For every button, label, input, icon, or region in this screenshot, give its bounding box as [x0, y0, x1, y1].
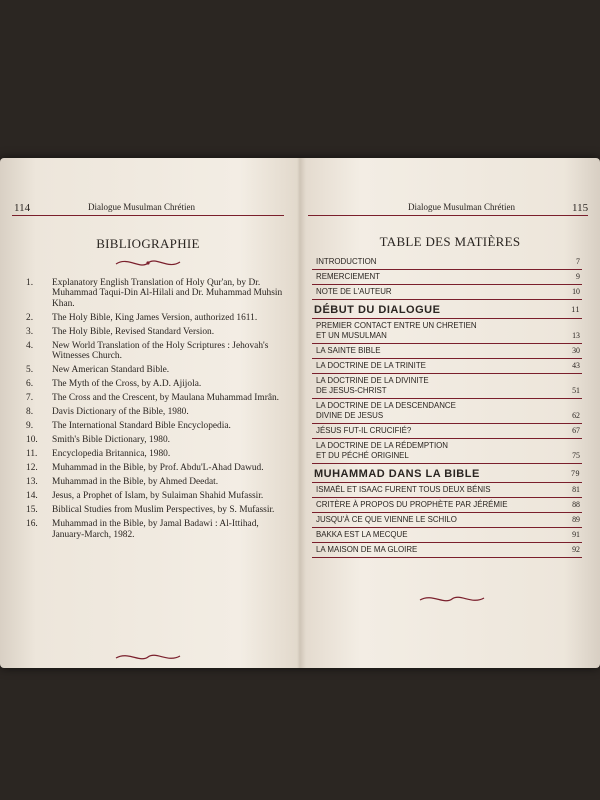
toc-entry-label-line2: ET UN MUSULMAN [316, 331, 387, 340]
toc-entry-label: MUHAMMAD DANS LA BIBLE [314, 468, 480, 480]
right-header-rule [308, 215, 588, 216]
bibliography-entry [22, 435, 287, 445]
flourish-ornament-icon [114, 254, 182, 272]
entry-text: The Cross and the Crescent, by Maulana Muhammad Imrân. [52, 393, 280, 404]
entry-text: Muhammad in the Bible, by Prof. Abdu'L-Ahad Dawud. [52, 463, 264, 474]
left-header-rule [12, 215, 284, 216]
bibliography-entry [22, 365, 287, 375]
entry-text: The Myth of the Cross, by A.D. Ajijola. [52, 379, 202, 390]
toc-entry [312, 270, 582, 285]
entry-number: 4. [26, 340, 34, 351]
toc-entry [312, 285, 582, 300]
toc-entry-label: DÉBUT DU DIALOGUE [314, 304, 441, 316]
toc-page-number: 91 [572, 530, 580, 539]
entry-text: New American Standard Bible. [52, 365, 170, 376]
entry-number: 1. [26, 278, 34, 288]
toc-page-number: 43 [572, 361, 580, 370]
entry-number: 6. [26, 379, 34, 390]
bibliography-entry [22, 477, 287, 487]
toc-page-number: 79 [571, 469, 580, 478]
bibliography-entry [22, 519, 287, 540]
toc-page-number: 11 [571, 305, 580, 314]
bibliography-title: BIBLIOGRAPHIE [96, 236, 200, 251]
toc-entry [312, 374, 582, 399]
toc-entry-label: LA DOCTRINE DE LA DESCENDANCE [316, 401, 456, 410]
bottom-flourish-right-icon [418, 592, 486, 606]
toc-page-number: 7 [576, 257, 580, 266]
left-page-number: 114 [14, 202, 31, 214]
toc-entry [312, 319, 582, 344]
toc-entry-label: LA SAINTE BIBLE [316, 346, 381, 355]
toc-entry-label: LA MAISON DE MA GLOIRE [316, 545, 418, 554]
bibliography-entry [22, 313, 287, 323]
toc-entry [312, 344, 582, 359]
bibliography-entry [22, 407, 287, 417]
entry-number: 16. [26, 519, 38, 530]
toc-entry-label-line2: DE JESUS-CHRIST [316, 386, 387, 395]
bibliography-entry [22, 491, 287, 501]
entry-text: Jesus, a Prophet of Islam, by Sulaiman Shahid Mufassir. [52, 491, 264, 502]
entry-number: 14. [26, 491, 38, 502]
toc-entry-label: JÉSUS FUT-IL CRUCIFIÉ? [316, 426, 412, 435]
right-running-head: Dialogue Musulman Chrétien [408, 202, 515, 212]
toc-entry-label: NOTE DE L'AUTEUR [316, 287, 392, 296]
toc-entry-label: JUSQU'À CE QUE VIENNE LE SCHILO [316, 515, 457, 524]
entry-number: 2. [26, 312, 34, 323]
entry-number: 3. [26, 326, 34, 337]
toc-entry [312, 439, 582, 464]
entry-text: New World Translation of the Holy Scriptures : Jehovah's Witnesses Church. [52, 340, 269, 362]
bibliography-entry [22, 449, 287, 459]
entry-number: 12. [26, 463, 38, 474]
toc-entry-label: PREMIER CONTACT ENTRE UN CHRETIEN [316, 321, 477, 330]
toc-entry [312, 513, 582, 528]
bibliography-entry [22, 463, 287, 473]
left-page [0, 158, 296, 668]
toc-entry-label: LA DOCTRINE DE LA RÉDEMPTION [316, 441, 448, 450]
toc-entry-label: LA DOCTRINE DE LA DIVINITE [316, 376, 429, 385]
toc-page-number: 13 [572, 331, 580, 340]
toc-page-number: 62 [572, 411, 580, 420]
toc-entry-label: BAKKA EST LA MECQUE [316, 530, 408, 539]
left-running-head: Dialogue Musulman Chrétien [88, 202, 195, 212]
entry-text: Muhammad in the Bible, by Jamal Badawi : Al-Ittihad, January-March, 1982. [52, 519, 259, 540]
toc-page-number: 51 [572, 386, 580, 395]
entry-number: 10. [26, 435, 38, 446]
entry-number: 5. [26, 365, 34, 376]
toc-section-heading [312, 300, 582, 319]
toc-entry-label: LA DOCTRINE DE LA TRINITE [316, 361, 426, 370]
bibliography-entry [22, 278, 287, 309]
entry-number: 11. [26, 449, 38, 460]
bibliography-entry [22, 393, 287, 403]
entry-number: 8. [26, 407, 34, 418]
bottom-flourish-left-icon [114, 650, 182, 664]
entry-text: Davis Dictionary of the Bible, 1980. [52, 407, 189, 418]
toc-entry-label: CRITÈRE À PROPOS DU PROPHÈTE PAR JÉRÉMIE [316, 500, 508, 509]
table-of-contents [312, 255, 582, 558]
toc-section-heading [312, 464, 582, 483]
toc-entry [312, 498, 582, 513]
entry-text: Encyclopedia Britannica, 1980. [52, 449, 171, 460]
entry-text: The Holy Bible, Revised Standard Version. [52, 326, 215, 337]
entry-text: The Holy Bible, King James Version, authorized 1611. [52, 312, 258, 323]
bibliography-list [22, 278, 287, 544]
toc-entry [312, 359, 582, 374]
toc-page-number: 10 [572, 287, 580, 296]
right-page-number: 115 [572, 202, 589, 214]
toc-entry [312, 528, 582, 543]
entry-text: Explanatory English Translation of Holy Qur'an, by Dr. Muhammad Taqui-Din Al-Hilali and Dr. Muhammad Muhsin Khan. [52, 278, 283, 309]
toc-entry-label-line2: DIVINE DE JESUS [316, 411, 384, 420]
bibliography-entry [22, 505, 287, 515]
toc-entry-label: REMERCIEMENT [316, 272, 381, 281]
entry-text: Biblical Studies from Muslim Perspectives, by S. Mufassir. [52, 505, 275, 516]
toc-page-number: 92 [572, 545, 580, 554]
bibliography-entry [22, 421, 287, 431]
toc-entry [312, 255, 582, 270]
toc-page-number: 89 [572, 515, 580, 524]
entry-text: Smith's Bible Dictionary, 1980. [52, 435, 171, 446]
toc-page-number: 30 [572, 346, 580, 355]
entry-number: 13. [26, 477, 38, 488]
bibliography-entry [22, 327, 287, 337]
toc-entry [312, 399, 582, 424]
toc-entry [312, 483, 582, 498]
toc-entry [312, 424, 582, 439]
toc-entry-label-line2: ET DU PÉCHÉ ORIGINEL [316, 451, 409, 460]
entry-number: 7. [26, 393, 34, 404]
entry-number: 9. [26, 421, 34, 432]
bibliography-entry [22, 379, 287, 389]
entry-text: Muhammad in the Bible, by Ahmed Deedat. [52, 477, 219, 488]
toc-page-number: 81 [572, 485, 580, 494]
entry-number: 15. [26, 505, 38, 516]
toc-entry [312, 543, 582, 558]
toc-page-number: 9 [576, 272, 580, 281]
toc-page-number: 67 [572, 426, 580, 435]
toc-page-number: 75 [572, 451, 580, 460]
entry-text: The International Standard Bible Encyclopedia. [52, 421, 231, 432]
toc-entry-label: ISMAËL ET ISAAC FURENT TOUS DEUX BÉNIS [316, 485, 491, 494]
toc-page-number: 88 [572, 500, 580, 509]
bibliography-entry [22, 341, 287, 362]
toc-title: TABLE DES MATIÈRES [379, 234, 521, 249]
toc-entry-label: INTRODUCTION [316, 257, 377, 266]
